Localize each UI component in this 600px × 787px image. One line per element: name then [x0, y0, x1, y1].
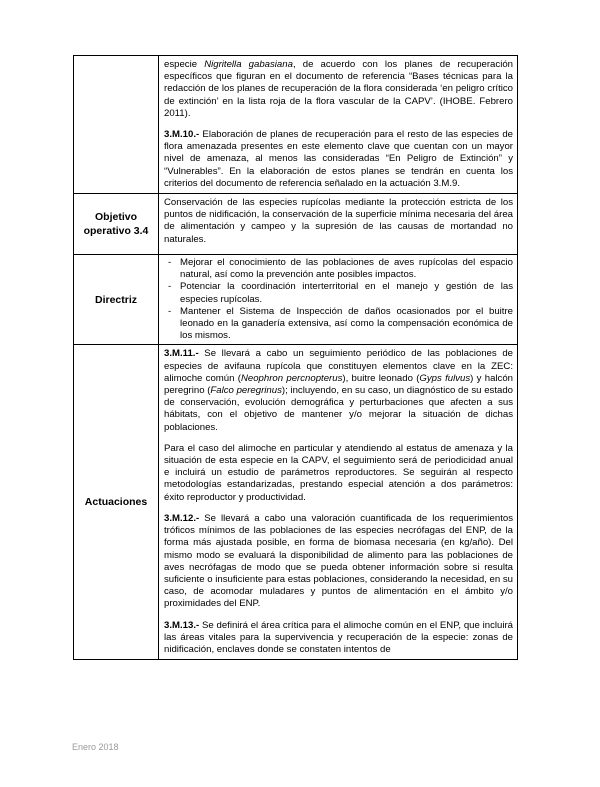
table-row [74, 56, 518, 194]
row-label: Directriz [74, 255, 159, 345]
species-name: Neophron percnopterus [240, 372, 343, 384]
table-row [74, 345, 518, 660]
page-footer-date: Enero 2018 [72, 742, 119, 752]
paragraph: 3.M.12.- Se llevará a cabo una valoración cuantificada de los requerimientos tróficos mínimos de las poblaciones de las especies necrófagas del ENP, de la forma más ajustada posible, en forma de biomasa necesaria (en kg/año). Del mismo modo se evaluará la disponibilidad de alimento para las poblaciones de aves necrófagas de modo que se pueda obtener información sobre si resulta suficiente o insuficiente para estas poblaciones, considerando la necesidad, en su caso, de acomodar muladares y puntos de alimentación en el ámbito y/o proximidades del ENP. [164, 512, 513, 610]
list-item: - Potenciar la coordinación interterritorial en el manejo y gestión de las especies rupícolas. [164, 281, 513, 305]
measure-code: 3.M.11.- [164, 348, 199, 360]
measure-code: 3.M.13.- [164, 619, 200, 631]
species-name: Nigritella gabasiana [204, 59, 293, 70]
species-name: Gyps fulvus [419, 372, 471, 384]
paragraph: especie Nigritella gabasiana, de acuerdo con los planes de recuperación específicos que figuran en el documento de referencia “Bases técnicas para la redacción de los planes de recuperación de la flora considerada ‘en peligro crítico de extinción’ en la lista roja de la flora vascular de la CAPV’. (IHOBE. Febrero 2011). [164, 59, 513, 119]
label-cell-empty [74, 56, 159, 194]
table-row [74, 255, 518, 345]
paragraph: 3.M.10.- Elaboración de planes de recuperación para el resto de las especies de flora amenazada presentes en este elemento clave que cuentan con un mayor nivel de amenaza, al menos las consideradas “En Peligro de Extinción” y “Vulnerables”. En la elaboración de estos planes se tendrán en cuenta los criterios del documento de referencia señalado en la actuación 3.M.9. [164, 129, 513, 189]
paragraph: 3.M.13.- Se definirá el área crítica para el alimoche común en el ENP, que incluirá las áreas vitales para la supervivencia y recuperación de la especie: zonas de nidificación, enclaves donde se constaten intentos de [164, 619, 513, 655]
list-item: - Mejorar el conocimiento de las poblaciones de aves rupícolas del espacio natural, así como la prevención ante posibles impactos. [164, 257, 513, 281]
species-name: Falco peregrinus [210, 385, 282, 397]
list-item: - Mantener el Sistema de Inspección de daños ocasionados por el buitre leonado en la ganadería extensiva, así como la compensación económica de los mismos. [164, 306, 513, 343]
row-label: Objetivo operativo 3.4 [74, 194, 159, 255]
measure-code: 3.M.10.- [164, 129, 200, 141]
objetivo-text: Conservación de las especies rupícolas mediante la protección estricta de los puntos de nidificación, la conservación de la superficie mínima necesaria del área de alimentación y campeo y la supresión de las causas de mortandad no naturales. [159, 194, 518, 255]
directriz-list [164, 257, 513, 342]
actuaciones-cell [159, 345, 518, 660]
continuation-cell [159, 56, 518, 194]
paragraph: 3.M.11.- Se llevará a cabo un seguimiento periódico de las poblaciones de especies de avifauna rupícola que constituyen elementos clave en la ZEC: alimoche común (Neophron percnopterus), buitre leonado (Gyps fulvus) y halcón peregrino (Falco peregrinus); incluyendo, en su caso, un diagnóstico de su estado de conservación, evolución demográfica y perturbaciones que afecten a sus hábitats, con el objetivo de mantener y/o mejorar la situación de dichas poblaciones. [164, 348, 513, 433]
row-label: Actuaciones [74, 345, 159, 660]
table-row [74, 194, 518, 255]
directriz-list-cell [159, 255, 518, 345]
measure-code: 3.M.12.- [164, 512, 200, 524]
paragraph: Para el caso del alimoche en particular y atendiendo al estatus de amenaza y la situación de esta especie en la CAPV, el seguimiento será de periodicidad anual e incluirá un estudio de parámetros reproductores. Se seguirán al respecto metodologías estandarizadas, prestando especial atención a dos parámetros: éxito reproductor y productividad. [164, 442, 513, 503]
measures-table [73, 55, 518, 660]
